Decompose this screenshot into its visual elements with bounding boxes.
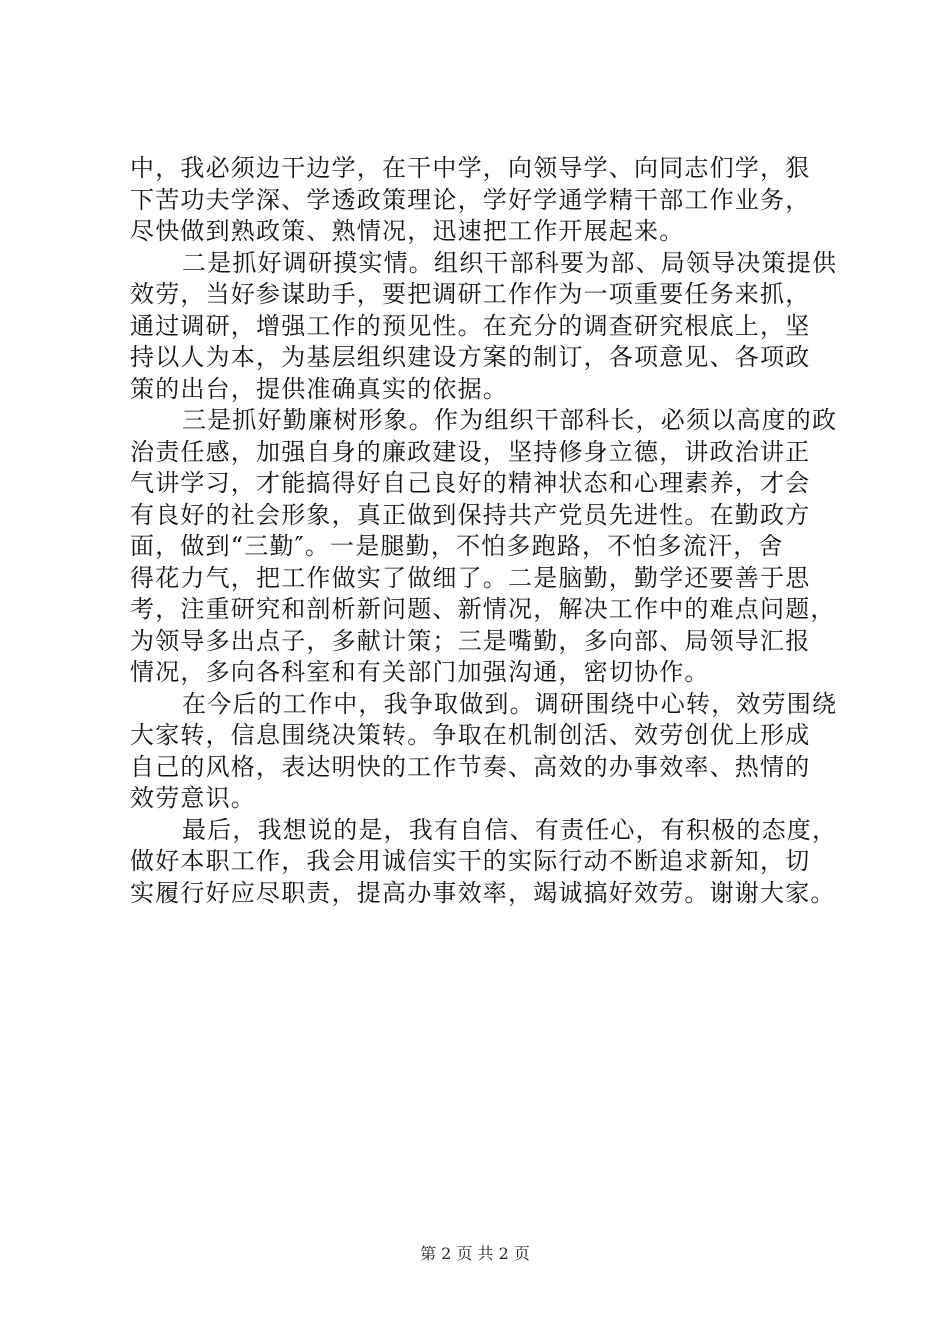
text-line: 做好本职工作，我会用诚信实干的实际行动不断追求新知，切: [130, 847, 811, 875]
text-line: 三是抓好勤廉树形象。作为组织干部科长，必须以高度的政: [182, 406, 838, 434]
text-line: 实履行好应尽职责，提高办事效率，竭诚搞好效劳。谢谢大家。: [130, 878, 836, 907]
paragraph: [130, 689, 850, 815]
text-line: 策的出台，提供准确真实的依据。: [130, 374, 508, 403]
paragraph: [130, 153, 850, 248]
text-line: 通过调研，增强工作的预见性。在充分的调查研究根底上，坚: [130, 311, 811, 340]
text-line: 在今后的工作中，我争取做到。调研围绕中心转，效劳围绕: [182, 689, 838, 718]
text-line: 面，做到“三勤″。一是腿勤，不怕多跑路，不怕多流汗，舍: [130, 532, 784, 560]
text-line: 下苦功夫学深、学透政策理论，学好学通学精干部工作业务，: [130, 185, 811, 214]
text-line: 自己的风格，表达明快的工作节奏、高效的办事效率、热情的: [130, 752, 811, 781]
paragraph: [130, 248, 850, 406]
page-number-label: 第 2 页 共 2 页: [420, 1244, 530, 1263]
text-line: 效劳意识。: [130, 784, 256, 812]
paragraph: [130, 815, 850, 910]
text-line: 二是抓好调研摸实情。组织干部科要为部、局领导决策提供: [182, 248, 838, 277]
text-line: 大家转，信息围绕决策转。争取在机制创活、效劳创优上形成: [130, 721, 811, 749]
paragraph: [130, 405, 850, 689]
text-line: 治责任感，加强自身的廉政建设，坚持修身立德，讲政治讲正: [130, 437, 811, 466]
text-line: 为领导多出点子，多献计策；三是嘴勤，多向部、局领导汇报: [130, 626, 811, 655]
page-footer: [0, 1244, 950, 1264]
text-line: 中，我必须边干边学，在干中学，向领导学、向同志们学，狠: [130, 154, 811, 182]
text-line: 效劳，当好参谋助手，要把调研工作作为一项重要任务来抓，: [130, 280, 811, 308]
document-body: [130, 153, 850, 909]
text-line: 情况，多向各科室和有关部门加强沟通，密切协作。: [130, 658, 710, 686]
text-line: 考，注重研究和剖析新问题、新情况，解决工作中的难点问题，: [130, 595, 836, 623]
text-line: 持以人为本，为基层组织建设方案的制订，各项意见、各项政: [130, 343, 811, 371]
text-line: 尽快做到熟政策、熟情况，迅速把工作开展起来。: [130, 217, 685, 245]
text-line: 有良好的社会形象，真正做到保持共产党员先进性。在勤政方: [130, 500, 811, 529]
text-line: 得花力气，把工作做实了做细了。二是脑勤，勤学还要善于思: [130, 563, 811, 592]
text-line: 最后，我想说的是，我有自信、有责任心，有积极的态度，: [182, 815, 838, 844]
text-line: 气讲学习，才能搞得好自己良好的精神状态和心理素养，才会: [130, 469, 811, 497]
